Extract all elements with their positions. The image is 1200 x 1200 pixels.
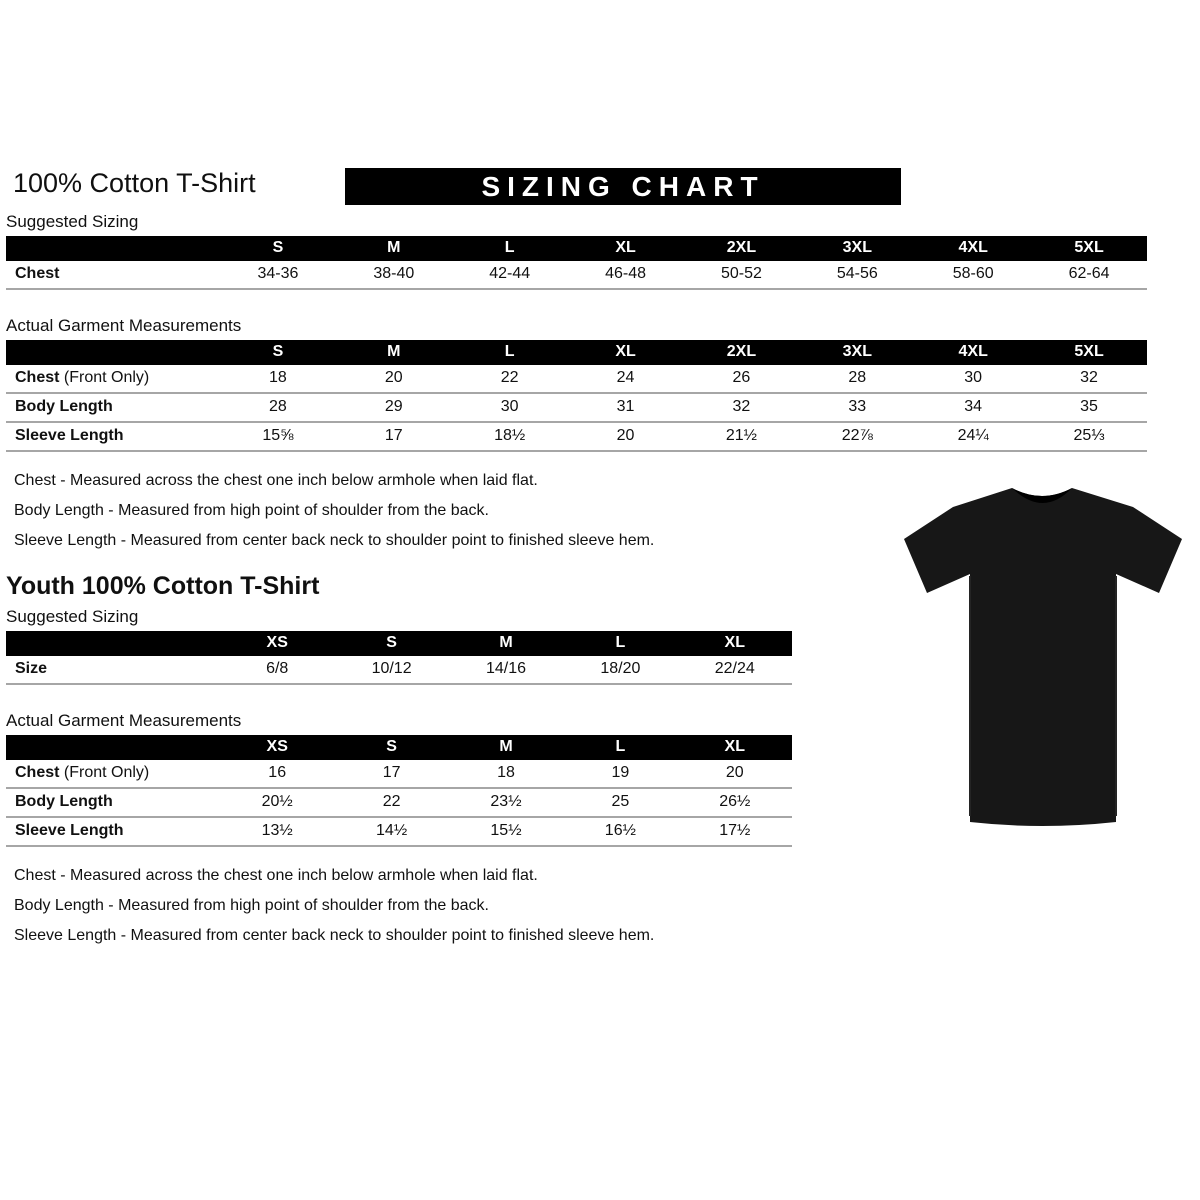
cell-value: 21½ <box>684 422 800 451</box>
column-header: 5XL <box>1031 340 1147 365</box>
cell-value: 46-48 <box>568 261 684 289</box>
column-header: XS <box>220 735 334 760</box>
sizing-chart-banner: SIZING CHART <box>345 168 901 205</box>
cell-value: 25⅓ <box>1031 422 1147 451</box>
cell-value: 30 <box>452 393 568 422</box>
cell-value: 32 <box>1031 365 1147 393</box>
cell-value: 20½ <box>220 788 334 817</box>
column-header: 4XL <box>915 236 1031 261</box>
youth-suggested-label: Suggested Sizing <box>6 607 139 626</box>
youth-suggested-table <box>6 631 792 685</box>
column-header: XL <box>568 340 684 365</box>
column-header: S <box>334 631 448 656</box>
cell-value: 33 <box>799 393 915 422</box>
column-header: L <box>563 631 677 656</box>
cell-value: 20 <box>678 760 792 788</box>
cell-value: 20 <box>568 422 684 451</box>
cell-value: 20 <box>336 365 452 393</box>
note-line: Body Length - Measured from high point of shoulder from the back. <box>14 897 489 914</box>
table-row <box>6 261 1147 289</box>
header-row <box>6 631 792 656</box>
row-label: Chest (Front Only) <box>6 365 220 393</box>
table-row <box>6 365 1147 393</box>
table-row <box>6 817 792 846</box>
row-label: Body Length <box>6 788 220 817</box>
column-header: XS <box>220 631 334 656</box>
cell-value: 54-56 <box>799 261 915 289</box>
table-row <box>6 393 1147 422</box>
table-row <box>6 760 792 788</box>
adult-suggested-label: Suggested Sizing <box>6 212 139 231</box>
column-header: M <box>449 631 563 656</box>
cell-value: 22/24 <box>678 656 792 684</box>
column-header: XL <box>678 631 792 656</box>
cell-value: 58-60 <box>915 261 1031 289</box>
column-header: 2XL <box>684 236 800 261</box>
column-header: M <box>336 340 452 365</box>
cell-value: 22 <box>334 788 448 817</box>
cell-value: 22⅞ <box>799 422 915 451</box>
column-header: XL <box>568 236 684 261</box>
note-line: Sleeve Length - Measured from center back neck to shoulder point to finished sleeve hem. <box>14 532 655 549</box>
cell-value: 16½ <box>563 817 677 846</box>
youth-actual-table <box>6 735 792 847</box>
header-row <box>6 735 792 760</box>
adult-actual-table <box>6 340 1147 452</box>
cell-value: 17 <box>334 760 448 788</box>
cell-value: 15½ <box>449 817 563 846</box>
cell-value: 42-44 <box>452 261 568 289</box>
row-label: Body Length <box>6 393 220 422</box>
cell-value: 17½ <box>678 817 792 846</box>
table-row <box>6 788 792 817</box>
row-label: Sleeve Length <box>6 817 220 846</box>
cell-value: 38-40 <box>336 261 452 289</box>
column-header: 4XL <box>915 340 1031 365</box>
row-label: Chest <box>6 261 220 289</box>
note-line: Chest - Measured across the chest one inch below armhole when laid flat. <box>14 867 538 884</box>
cell-value: 17 <box>336 422 452 451</box>
cell-value: 13½ <box>220 817 334 846</box>
cell-value: 62-64 <box>1031 261 1147 289</box>
cell-value: 14½ <box>334 817 448 846</box>
cell-value: 18 <box>220 365 336 393</box>
row-label: Chest (Front Only) <box>6 760 220 788</box>
column-header: 2XL <box>684 340 800 365</box>
cell-value: 34-36 <box>220 261 336 289</box>
cell-value: 34 <box>915 393 1031 422</box>
column-header: S <box>220 340 336 365</box>
cell-value: 26 <box>684 365 800 393</box>
table-row <box>6 422 1147 451</box>
cell-value: 28 <box>799 365 915 393</box>
cell-value: 22 <box>452 365 568 393</box>
cell-value: 18½ <box>452 422 568 451</box>
cell-value: 28 <box>220 393 336 422</box>
column-header: 3XL <box>799 236 915 261</box>
note-line: Body Length - Measured from high point of shoulder from the back. <box>14 502 489 519</box>
table-row <box>6 656 792 684</box>
cell-value: 32 <box>684 393 800 422</box>
note-line: Chest - Measured across the chest one inch below armhole when laid flat. <box>14 472 538 489</box>
cell-value: 18/20 <box>563 656 677 684</box>
youth-title: Youth 100% Cotton T-Shirt <box>6 572 320 600</box>
column-header: 5XL <box>1031 236 1147 261</box>
header-spacer <box>6 735 220 760</box>
cell-value: 29 <box>336 393 452 422</box>
column-header: S <box>334 735 448 760</box>
youth-actual-label: Actual Garment Measurements <box>6 711 242 730</box>
column-header: XL <box>678 735 792 760</box>
header-row <box>6 340 1147 365</box>
cell-value: 6/8 <box>220 656 334 684</box>
cell-value: 16 <box>220 760 334 788</box>
column-header: S <box>220 236 336 261</box>
cell-value: 15⅝ <box>220 422 336 451</box>
row-label: Size <box>6 656 220 684</box>
youth-notes <box>14 861 1200 951</box>
cell-value: 23½ <box>449 788 563 817</box>
cell-value: 50-52 <box>684 261 800 289</box>
row-label: Sleeve Length <box>6 422 220 451</box>
cell-value: 24 <box>568 365 684 393</box>
cell-value: 31 <box>568 393 684 422</box>
adult-actual-label: Actual Garment Measurements <box>6 316 242 335</box>
tshirt-image <box>897 476 1189 834</box>
header-row <box>0 166 1200 208</box>
note-line: Sleeve Length - Measured from center back neck to shoulder point to finished sleeve hem. <box>14 927 655 944</box>
header-spacer <box>6 631 220 656</box>
cell-value: 19 <box>563 760 677 788</box>
cell-value: 35 <box>1031 393 1147 422</box>
column-header: M <box>336 236 452 261</box>
cell-value: 14/16 <box>449 656 563 684</box>
column-header: 3XL <box>799 340 915 365</box>
page-title: 100% Cotton T-Shirt <box>13 168 256 198</box>
cell-value: 24¼ <box>915 422 1031 451</box>
cell-value: 26½ <box>678 788 792 817</box>
column-header: M <box>449 735 563 760</box>
tshirt-silhouette <box>897 476 1189 834</box>
header-spacer <box>6 236 220 261</box>
cell-value: 18 <box>449 760 563 788</box>
column-header: L <box>452 236 568 261</box>
adult-suggested-table <box>6 236 1147 290</box>
cell-value: 25 <box>563 788 677 817</box>
cell-value: 30 <box>915 365 1031 393</box>
column-header: L <box>563 735 677 760</box>
column-header: L <box>452 340 568 365</box>
cell-value: 10/12 <box>334 656 448 684</box>
header-row <box>6 236 1147 261</box>
header-spacer <box>6 340 220 365</box>
